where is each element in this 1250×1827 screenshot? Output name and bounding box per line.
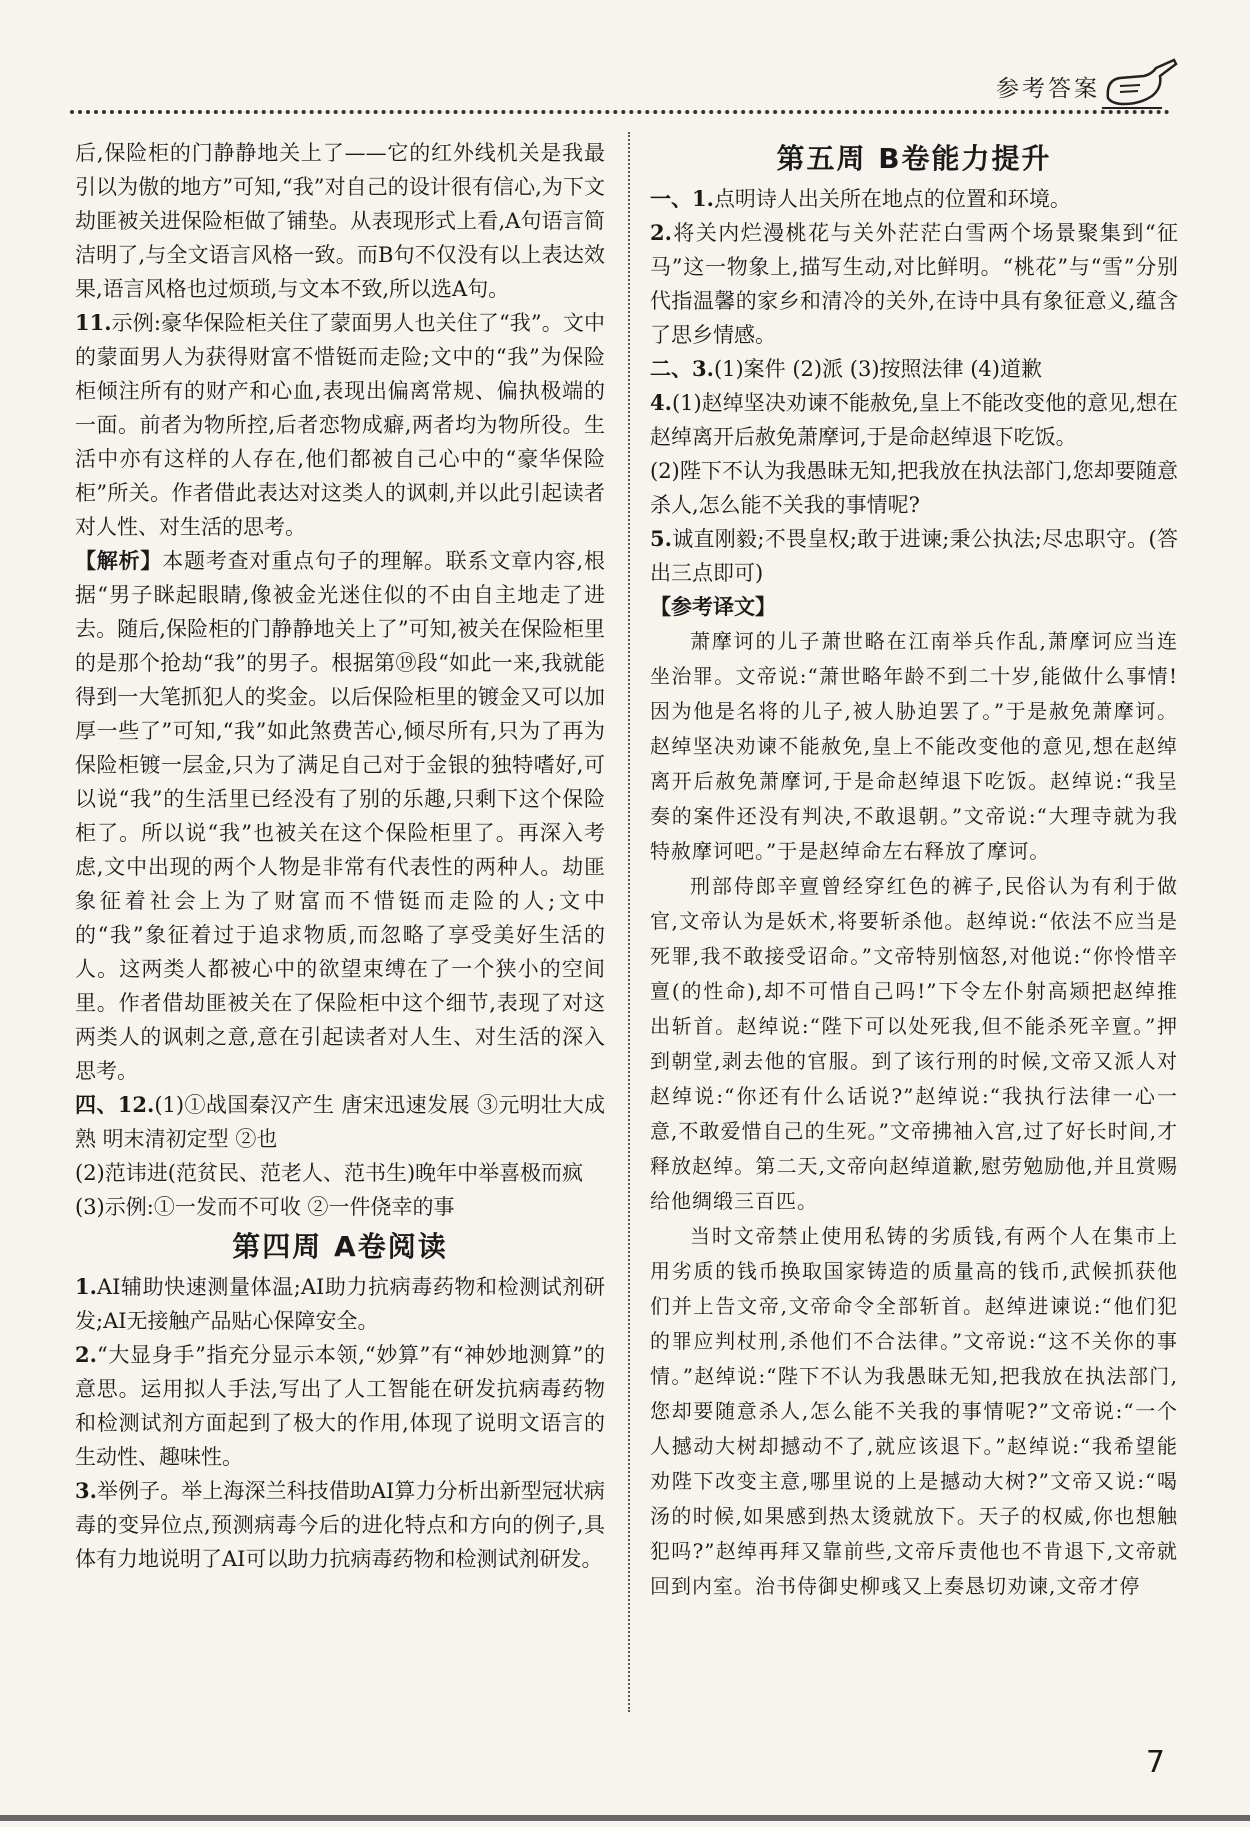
translation-paragraph-1: 萧摩诃的儿子萧世略在江南举兵作乱,萧摩诃应当连坐治罪。文帝说:“萧世略年龄不到二十岁,能做什么事情!因为他是名将的儿子,被人胁迫罢了。”于是赦免萧摩诃。赵绰坚决劝谏不能赦免,皇上不能改变他的意见,想在赵绰离开后赦免萧摩诃,于是命赵绰退下吃饭。赵绰说:“我呈奏的案件还没有判决,不敢退朝。”文帝说:“大理寺就为我特赦摩诃吧。”于是赵绰命左右释放了摩诃。 xyxy=(650,629,1178,863)
week5-answer-4-number: 4. xyxy=(650,390,672,415)
week4-answer-3-number: 3. xyxy=(75,1478,97,1503)
week5-answer-3-text: (1)案件 (2)派 (3)按照法律 (4)道歉 xyxy=(713,357,1042,381)
week5-answer-2-number: 2. xyxy=(650,220,672,245)
week4-answer-1-text: AI辅助快速测量体温;AI助力抗病毒药物和检测试剂研发;AI无接触产品贴心保障安全。 xyxy=(75,1275,605,1333)
week5-answer-1 xyxy=(650,182,1178,216)
translation-paragraph-2: 刑部侍郎辛亶曾经穿红色的裤子,民俗认为有利于做官,文帝认为是妖术,将要斩杀他。赵绰说:“依法不应当是死罪,我不敢接受诏命。”文帝特别恼怒,对他说:“你怜惜辛亶(的性命),却不可惜自己吗!”下令左仆射高颎把赵绰推出斩首。赵绰说:“陛下可以处死我,但不能杀死辛亶。”押到朝堂,剥去他的官服。到了该行刑的时候,文帝又派人对赵绰说:“你还有什么话说?”赵绰说:“我执行法律一心一意,不敢爱惜自己的生死。”文帝拂袖入宫,过了好长时间,才释放赵绰。第二天,文帝向赵绰道歉,慰劳勉励他,并且赏赐给他绸缎三百匹。 xyxy=(650,874,1178,1213)
week4-answer-1-number: 1. xyxy=(75,1274,97,1299)
translation-label: 【参考译文】 xyxy=(650,594,776,619)
week4-title: 第四周 A卷阅读 xyxy=(232,1230,448,1263)
analysis-text: 本题考查对重点句子的理解。联系文章内容,根据“男子眯起眼睛,像被金光迷住似的不由自主地走了进去。随后,保险柜的门静静地关上了”可知,被关在保险柜里的是那个抢劫“我”的男子。根据第⑲段“如此一来,我就能得到一大笔抓犯人的奖金。以后保险柜里的镀金又可以加厚一些了”可知,“我”如此煞费苦心,倾尽所有,只为了再为保险柜镀一层金,只为了满足自己对于金银的独特嗜好,可以说“我”的生活里已经没有了别的乐趣,只剩下这个保险柜了。所以说“我”也被关在这个保险柜里了。再深入考虑,文中出现的两个人物是非常有代表性的两种人。劫匪象征着社会上为了财富而不惜铤而走险的人;文中的“我”象征着过于追求物质,而忽略了享受美好生活的人。这两类人都被心中的欲望束缚在了一个狭小的空间里。作者借劫匪被关在了保险柜中这个细节,表现了对这两类人的讽刺之意,意在引起读者对人生、对生活的深入思考。 xyxy=(75,549,605,1083)
week5-answer-5 xyxy=(650,522,1178,590)
week5-answer-3-number: 二、3. xyxy=(650,356,714,381)
week5-answer-2 xyxy=(650,216,1178,352)
answer-12-number: 四、12. xyxy=(75,1092,155,1117)
week5-answer-5-number: 5. xyxy=(650,526,672,551)
week4-answer-2-number: 2. xyxy=(75,1342,97,1367)
analysis-label: 【解析】 xyxy=(75,548,163,573)
week5-answer-5-text: 诚直刚毅;不畏皇权;敢于进谏;秉公执法;尽忠职守。(答出三点即可) xyxy=(650,527,1178,585)
right-column xyxy=(650,136,1178,1604)
week4-answer-1 xyxy=(75,1270,605,1338)
week4-answer-2-text: “大显身手”指充分显示本领,“妙算”有“神妙地测算”的意思。运用拟人手法,写出了人工智能在研发抗病毒药物和检测试剂方面起到了极大的作用,体现了说明文语言的生动性、趣味性。 xyxy=(75,1343,605,1469)
writing-hand-icon xyxy=(1100,58,1180,118)
answer-11-text: 示例:豪华保险柜关住了蒙面男人也关住了“我”。文中的蒙面男人为获得财富不惜铤而走险;文中的“我”为保险柜倾注所有的财产和心血,表现出偏离常规、偏执极端的一面。前者为物所控,后者恋物成癖,两者均为物所役。生活中亦有这样的人存在,他们都被自己心中的“豪华保险柜”所关。作者借此表达对这类人的讽刺,并以此引起读者对人性、对生活的思考。 xyxy=(75,311,605,539)
answer-12-1 xyxy=(75,1088,605,1156)
translation xyxy=(650,624,1178,1604)
week5-answer-1-number: 一、1. xyxy=(650,186,714,211)
answer-12-2: (2)范讳进(范贫民、范老人、范书生)晚年中举喜极而疯 xyxy=(75,1161,584,1185)
analysis xyxy=(75,544,605,1088)
week5-answer-3 xyxy=(650,352,1178,386)
week5-answer-1-text: 点明诗人出关所在地点的位置和环境。 xyxy=(713,187,1071,211)
answer-11-number: 11. xyxy=(75,310,112,335)
left-column xyxy=(75,136,605,1576)
week5-answer-4-2: (2)陛下不认为我愚昧无知,把我放在执法部门,您却要随意杀人,怎么能不关我的事情呢? xyxy=(650,459,1178,517)
translation-paragraph-3: 当时文帝禁止使用私铸的劣质钱,有两个人在集市上用劣质的钱币换取国家铸造的质量高的钱币,武候抓获他们并上告文帝,文帝命令全部斩首。赵绰进谏说:“他们犯的罪应判杖刑,杀他们不合法律。”文帝说:“这不关你的事情。”赵绰说:“陛下不认为我愚昧无知,把我放在执法部门,您却要随意杀人,怎么能不关我的事情呢?”文帝说:“一个人撼动大树却撼动不了,就应该退下。”赵绰说:“我希望能劝陛下改变主意,哪里说的上是撼动大树?”文帝又说:“喝汤的时候,如果感到热太烫就放下。天子的权威,你也想触犯吗?”赵绰再拜又靠前些,文帝斥责他也不肯退下,文帝就回到内室。治书侍御史柳彧又上奏恳切劝谏,文帝才停 xyxy=(650,1224,1178,1598)
week4-answer-3 xyxy=(75,1474,605,1576)
week5-answer-2-text: 将关内烂漫桃花与关外茫茫白雪两个场景聚集到“征马”这一物象上,描写生动,对比鲜明。“桃花”与“雪”分别代指温馨的家乡和清冷的关外,在诗中具有象征意义,蕴含了思乡情感。 xyxy=(650,221,1178,347)
column-divider xyxy=(628,132,630,1712)
week5-answer-4-1 xyxy=(650,386,1178,454)
week5-answer-4-1-text: (1)赵绰坚决劝谏不能赦免,皇上不能改变他的意见,想在赵绰离开后赦免萧摩诃,于是命赵绰退下吃饭。 xyxy=(650,391,1178,449)
answer-10-continued: 后,保险柜的门静静地关上了——它的红外线机关是我最引以为傲的地方”可知,“我”对自己的设计很有信心,为下文劫匪被关进保险柜做了铺垫。从表现形式上看,A句语言简洁明了,与全文语言风格一致。而B句不仅没有以上表达效果,语言风格也过烦琐,与文本不致,所以选A句。 xyxy=(75,141,605,301)
answer-12-1-text: (1)①战国秦汉产生 唐宋迅速发展 ③元明壮大成熟 明末清初定型 ②也 xyxy=(75,1093,605,1151)
week5-title: 第五周 B卷能力提升 xyxy=(776,142,1052,175)
answer-12-3: (3)示例:①一发而不可收 ②一件侥幸的事 xyxy=(75,1195,455,1219)
header-label: 参考答案 xyxy=(996,76,1100,102)
answer-11 xyxy=(75,306,605,544)
header-dotted-rule xyxy=(70,110,1170,114)
week4-answer-3-text: 举例子。举上海深兰科技借助AI算力分析出新型冠状病毒的变异位点,预测病毒今后的进化特点和方向的例子,具体有力地说明了AI可以助力抗病毒药物和检测试剂研发。 xyxy=(75,1479,605,1571)
bottom-edge xyxy=(0,1815,1250,1821)
week4-answer-2 xyxy=(75,1338,605,1474)
page-number: 7 xyxy=(1145,1745,1165,1780)
